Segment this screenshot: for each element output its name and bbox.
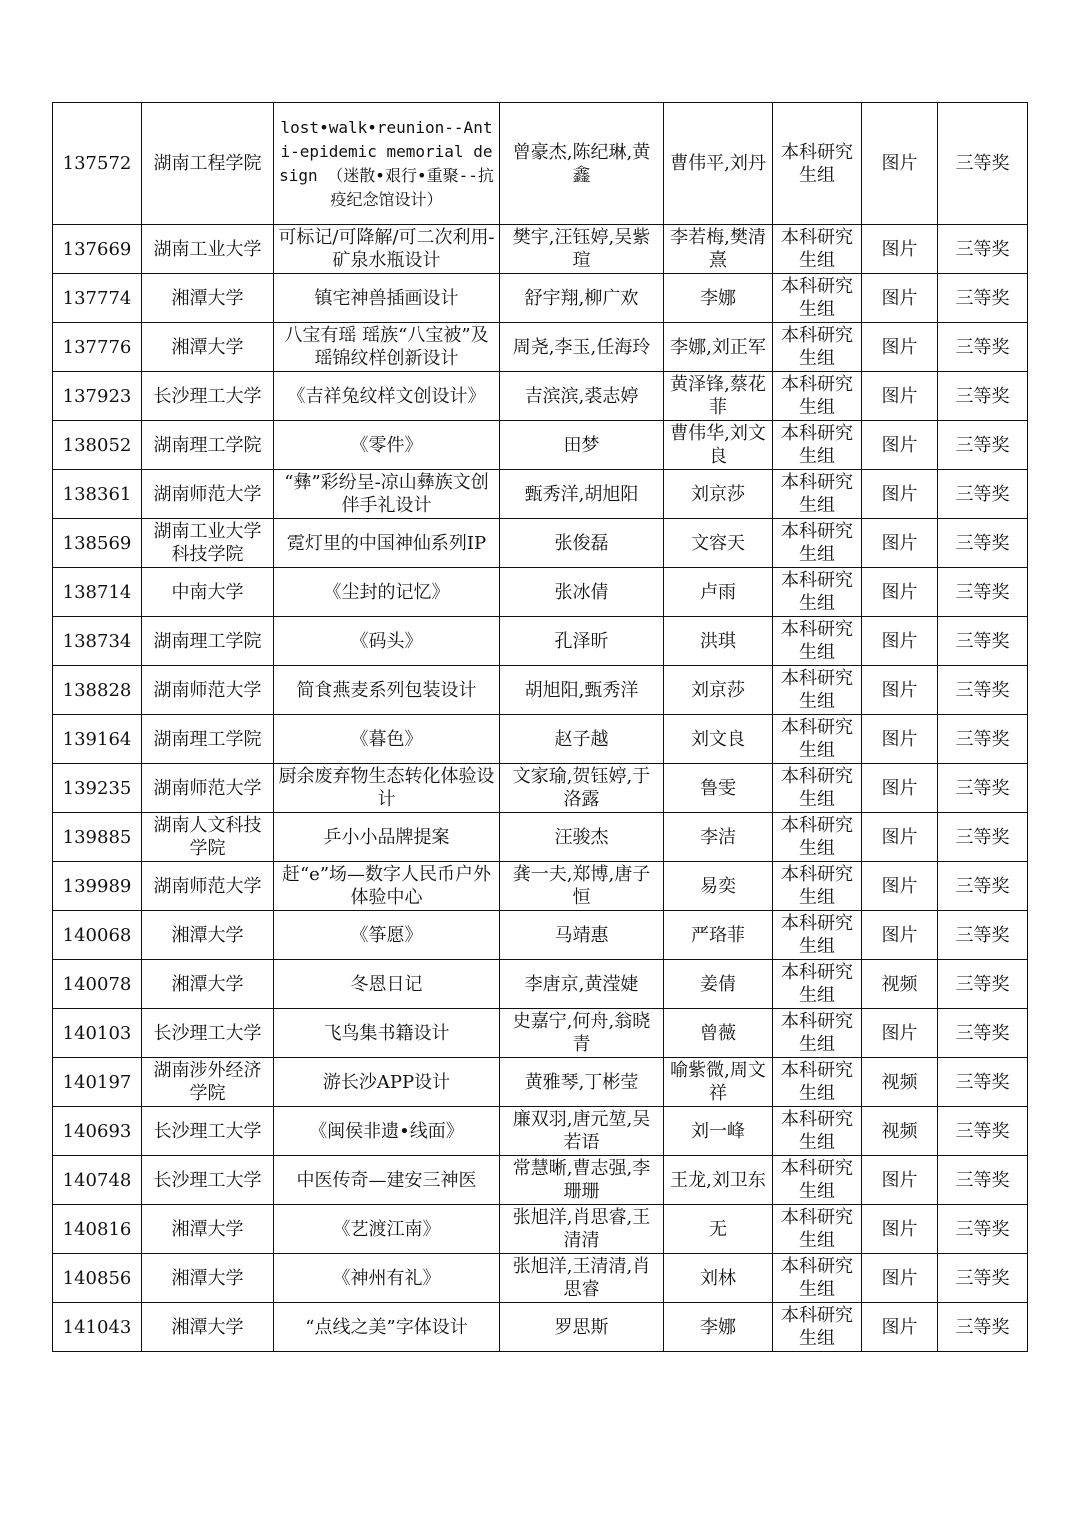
authors-cell: 张旭洋,肖思睿,王清清 xyxy=(500,1205,664,1254)
work-title-cell: 飞鸟集书籍设计 xyxy=(274,1009,500,1058)
entry-id-cell: 137669 xyxy=(53,225,142,274)
work-title-cell: 《尘封的记忆》 xyxy=(274,568,500,617)
entry-id-cell: 138734 xyxy=(53,617,142,666)
entry-id-cell: 140816 xyxy=(53,1205,142,1254)
table-row xyxy=(53,813,1028,862)
entry-id-cell: 137923 xyxy=(53,372,142,421)
award-list-sheet xyxy=(52,102,1027,1352)
advisor-cell: 鲁雯 xyxy=(664,764,773,813)
advisor-cell: 严珞菲 xyxy=(664,911,773,960)
advisor-cell: 文容天 xyxy=(664,519,773,568)
table-row xyxy=(53,1107,1028,1156)
school-cell: 湖南工业大学科技学院 xyxy=(142,519,274,568)
entry-id-cell: 138714 xyxy=(53,568,142,617)
authors-cell: 汪骏杰 xyxy=(500,813,664,862)
award-level-cell: 三等奖 xyxy=(938,519,1028,568)
media-type-cell: 视频 xyxy=(862,1107,938,1156)
table-row xyxy=(53,470,1028,519)
authors-cell: 田梦 xyxy=(500,421,664,470)
media-type-cell: 图片 xyxy=(862,519,938,568)
group-cell: 本科研究生组 xyxy=(773,862,862,911)
award-level-cell: 三等奖 xyxy=(938,764,1028,813)
table-row xyxy=(53,1058,1028,1107)
entry-id-cell: 139989 xyxy=(53,862,142,911)
entry-id-cell: 140693 xyxy=(53,1107,142,1156)
group-cell: 本科研究生组 xyxy=(773,911,862,960)
award-level-cell: 三等奖 xyxy=(938,103,1028,225)
group-cell: 本科研究生组 xyxy=(773,960,862,1009)
school-cell: 湘潭大学 xyxy=(142,1205,274,1254)
authors-cell: 张俊磊 xyxy=(500,519,664,568)
group-cell: 本科研究生组 xyxy=(773,421,862,470)
award-level-cell: 三等奖 xyxy=(938,470,1028,519)
authors-cell: 孔泽昕 xyxy=(500,617,664,666)
group-cell: 本科研究生组 xyxy=(773,470,862,519)
award-level-cell: 三等奖 xyxy=(938,1156,1028,1205)
advisor-cell: 王龙,刘卫东 xyxy=(664,1156,773,1205)
school-cell: 湖南师范大学 xyxy=(142,666,274,715)
award-level-cell: 三等奖 xyxy=(938,1009,1028,1058)
authors-cell: 常慧晰,曹志强,李珊珊 xyxy=(500,1156,664,1205)
award-level-cell: 三等奖 xyxy=(938,666,1028,715)
group-cell: 本科研究生组 xyxy=(773,1254,862,1303)
table-row xyxy=(53,519,1028,568)
authors-cell: 周尧,李玉,任海玲 xyxy=(500,323,664,372)
media-type-cell: 图片 xyxy=(862,764,938,813)
work-title-cell: 乒小小品牌提案 xyxy=(274,813,500,862)
entry-id-cell: 140068 xyxy=(53,911,142,960)
school-cell: 湖南师范大学 xyxy=(142,764,274,813)
media-type-cell: 图片 xyxy=(862,421,938,470)
table-row xyxy=(53,1009,1028,1058)
school-cell: 湘潭大学 xyxy=(142,911,274,960)
school-cell: 湘潭大学 xyxy=(142,274,274,323)
authors-cell: 胡旭阳,甄秀洋 xyxy=(500,666,664,715)
advisor-cell: 曹伟平,刘丹 xyxy=(664,103,773,225)
advisor-cell: 李洁 xyxy=(664,813,773,862)
table-row xyxy=(53,372,1028,421)
advisor-cell: 曹伟华,刘文良 xyxy=(664,421,773,470)
award-level-cell: 三等奖 xyxy=(938,1205,1028,1254)
work-title-cell: 《码头》 xyxy=(274,617,500,666)
media-type-cell: 视频 xyxy=(862,960,938,1009)
table-row xyxy=(53,103,1028,225)
award-level-cell: 三等奖 xyxy=(938,274,1028,323)
work-title-cell: 厨余废弃物生态转化体验设计 xyxy=(274,764,500,813)
school-cell: 中南大学 xyxy=(142,568,274,617)
work-title-cell: lost•walk•reunion--Anti-epidemic memorial design （迷散•艰行•重聚--抗疫纪念馆设计） xyxy=(274,103,500,225)
media-type-cell: 图片 xyxy=(862,813,938,862)
work-title-cell: 八宝有瑶 瑶族“八宝被”及瑶锦纹样创新设计 xyxy=(274,323,500,372)
work-title-cell: 霓灯里的中国神仙系列IP xyxy=(274,519,500,568)
school-cell: 长沙理工大学 xyxy=(142,372,274,421)
group-cell: 本科研究生组 xyxy=(773,1156,862,1205)
advisor-cell: 曾薇 xyxy=(664,1009,773,1058)
school-cell: 湖南师范大学 xyxy=(142,862,274,911)
media-type-cell: 图片 xyxy=(862,715,938,764)
authors-cell: 甄秀洋,胡旭阳 xyxy=(500,470,664,519)
table-row xyxy=(53,323,1028,372)
entry-id-cell: 140197 xyxy=(53,1058,142,1107)
table-row xyxy=(53,911,1028,960)
group-cell: 本科研究生组 xyxy=(773,1205,862,1254)
award-level-cell: 三等奖 xyxy=(938,911,1028,960)
media-type-cell: 图片 xyxy=(862,372,938,421)
work-title-cell: 冬恩日记 xyxy=(274,960,500,1009)
authors-cell: 舒宇翔,柳广欢 xyxy=(500,274,664,323)
group-cell: 本科研究生组 xyxy=(773,617,862,666)
media-type-cell: 图片 xyxy=(862,1303,938,1352)
award-level-cell: 三等奖 xyxy=(938,715,1028,764)
award-level-cell: 三等奖 xyxy=(938,1254,1028,1303)
work-title-cell: 游长沙APP设计 xyxy=(274,1058,500,1107)
school-cell: 湘潭大学 xyxy=(142,1254,274,1303)
media-type-cell: 图片 xyxy=(862,911,938,960)
media-type-cell: 图片 xyxy=(862,617,938,666)
school-cell: 湖南人文科技学院 xyxy=(142,813,274,862)
work-title-cell: 《筝愿》 xyxy=(274,911,500,960)
entry-id-cell: 139885 xyxy=(53,813,142,862)
award-table-body xyxy=(53,103,1028,1352)
media-type-cell: 图片 xyxy=(862,103,938,225)
award-level-cell: 三等奖 xyxy=(938,1107,1028,1156)
work-title-cell: 可标记/可降解/可二次利用-矿泉水瓶设计 xyxy=(274,225,500,274)
award-level-cell: 三等奖 xyxy=(938,960,1028,1009)
group-cell: 本科研究生组 xyxy=(773,764,862,813)
advisor-cell: 易奕 xyxy=(664,862,773,911)
work-title-cell: 《艺渡江南》 xyxy=(274,1205,500,1254)
media-type-cell: 图片 xyxy=(862,470,938,519)
group-cell: 本科研究生组 xyxy=(773,568,862,617)
authors-cell: 张旭洋,王清清,肖思睿 xyxy=(500,1254,664,1303)
entry-id-cell: 137776 xyxy=(53,323,142,372)
school-cell: 湘潭大学 xyxy=(142,960,274,1009)
entry-id-cell: 139235 xyxy=(53,764,142,813)
media-type-cell: 图片 xyxy=(862,1156,938,1205)
group-cell: 本科研究生组 xyxy=(773,666,862,715)
work-title-cell: 镇宅神兽插画设计 xyxy=(274,274,500,323)
table-row xyxy=(53,421,1028,470)
authors-cell: 赵子越 xyxy=(500,715,664,764)
work-title-cell: 《暮色》 xyxy=(274,715,500,764)
table-row xyxy=(53,862,1028,911)
media-type-cell: 图片 xyxy=(862,274,938,323)
award-level-cell: 三等奖 xyxy=(938,372,1028,421)
advisor-cell: 刘一峰 xyxy=(664,1107,773,1156)
entry-id-cell: 138052 xyxy=(53,421,142,470)
authors-cell: 吉滨滨,裘志婷 xyxy=(500,372,664,421)
entry-id-cell: 137572 xyxy=(53,103,142,225)
award-level-cell: 三等奖 xyxy=(938,617,1028,666)
authors-cell: 马靖惠 xyxy=(500,911,664,960)
group-cell: 本科研究生组 xyxy=(773,1058,862,1107)
advisor-cell: 李娜 xyxy=(664,1303,773,1352)
authors-cell: 文家瑜,贺钰婷,于洛露 xyxy=(500,764,664,813)
entry-id-cell: 141043 xyxy=(53,1303,142,1352)
advisor-cell: 李娜,刘正军 xyxy=(664,323,773,372)
group-cell: 本科研究生组 xyxy=(773,519,862,568)
work-title-cell: 《神州有礼》 xyxy=(274,1254,500,1303)
school-cell: 湖南工程学院 xyxy=(142,103,274,225)
entry-id-cell: 140103 xyxy=(53,1009,142,1058)
authors-cell: 张冰倩 xyxy=(500,568,664,617)
authors-cell: 曾豪杰,陈纪琳,黄鑫 xyxy=(500,103,664,225)
advisor-cell: 洪琪 xyxy=(664,617,773,666)
advisor-cell: 卢雨 xyxy=(664,568,773,617)
media-type-cell: 图片 xyxy=(862,1009,938,1058)
entry-id-cell: 140856 xyxy=(53,1254,142,1303)
table-row xyxy=(53,764,1028,813)
table-row xyxy=(53,225,1028,274)
entry-id-cell: 138361 xyxy=(53,470,142,519)
work-title-cell: 《吉祥兔纹样文创设计》 xyxy=(274,372,500,421)
media-type-cell: 图片 xyxy=(862,568,938,617)
group-cell: 本科研究生组 xyxy=(773,715,862,764)
media-type-cell: 图片 xyxy=(862,1205,938,1254)
group-cell: 本科研究生组 xyxy=(773,813,862,862)
group-cell: 本科研究生组 xyxy=(773,274,862,323)
work-title-cell: 赶“e”场—数字人民币户外体验中心 xyxy=(274,862,500,911)
entry-id-cell: 139164 xyxy=(53,715,142,764)
entry-id-cell: 137774 xyxy=(53,274,142,323)
school-cell: 湖南理工学院 xyxy=(142,421,274,470)
work-title-cell: 中医传奇—建安三神医 xyxy=(274,1156,500,1205)
school-cell: 湖南理工学院 xyxy=(142,715,274,764)
media-type-cell: 图片 xyxy=(862,225,938,274)
award-level-cell: 三等奖 xyxy=(938,323,1028,372)
entry-id-cell: 138828 xyxy=(53,666,142,715)
entry-id-cell: 138569 xyxy=(53,519,142,568)
advisor-cell: 喻紫微,周文祥 xyxy=(664,1058,773,1107)
table-row xyxy=(53,715,1028,764)
group-cell: 本科研究生组 xyxy=(773,372,862,421)
group-cell: 本科研究生组 xyxy=(773,1107,862,1156)
award-level-cell: 三等奖 xyxy=(938,568,1028,617)
work-title-cell: “彝”彩纷呈-凉山彝族文创伴手礼设计 xyxy=(274,470,500,519)
table-row xyxy=(53,617,1028,666)
work-title-cell: 《闽侯非遗•线面》 xyxy=(274,1107,500,1156)
school-cell: 湘潭大学 xyxy=(142,323,274,372)
table-row xyxy=(53,666,1028,715)
advisor-cell: 李娜 xyxy=(664,274,773,323)
award-level-cell: 三等奖 xyxy=(938,1303,1028,1352)
group-cell: 本科研究生组 xyxy=(773,323,862,372)
table-row xyxy=(53,274,1028,323)
media-type-cell: 图片 xyxy=(862,323,938,372)
award-level-cell: 三等奖 xyxy=(938,225,1028,274)
media-type-cell: 视频 xyxy=(862,1058,938,1107)
authors-cell: 廉双羽,唐元堃,吴若语 xyxy=(500,1107,664,1156)
advisor-cell: 姜倩 xyxy=(664,960,773,1009)
authors-cell: 罗思斯 xyxy=(500,1303,664,1352)
advisor-cell: 刘京莎 xyxy=(664,666,773,715)
table-row xyxy=(53,1156,1028,1205)
award-level-cell: 三等奖 xyxy=(938,862,1028,911)
table-row xyxy=(53,1254,1028,1303)
media-type-cell: 图片 xyxy=(862,862,938,911)
entry-id-cell: 140078 xyxy=(53,960,142,1009)
school-cell: 湖南工业大学 xyxy=(142,225,274,274)
advisor-cell: 刘文良 xyxy=(664,715,773,764)
award-table xyxy=(52,102,1028,1352)
school-cell: 湖南理工学院 xyxy=(142,617,274,666)
media-type-cell: 图片 xyxy=(862,1254,938,1303)
school-cell: 湖南师范大学 xyxy=(142,470,274,519)
authors-cell: 李唐京,黄滢婕 xyxy=(500,960,664,1009)
school-cell: 湘潭大学 xyxy=(142,1303,274,1352)
advisor-cell: 刘京莎 xyxy=(664,470,773,519)
table-row xyxy=(53,1205,1028,1254)
work-title-cell: “点线之美”字体设计 xyxy=(274,1303,500,1352)
authors-cell: 黄雅琴,丁彬莹 xyxy=(500,1058,664,1107)
school-cell: 长沙理工大学 xyxy=(142,1156,274,1205)
authors-cell: 樊宇,汪钰婷,吴紫瑄 xyxy=(500,225,664,274)
advisor-cell: 无 xyxy=(664,1205,773,1254)
award-level-cell: 三等奖 xyxy=(938,1058,1028,1107)
media-type-cell: 图片 xyxy=(862,666,938,715)
advisor-cell: 李若梅,樊清熹 xyxy=(664,225,773,274)
authors-cell: 史嘉宁,何舟,翁晓青 xyxy=(500,1009,664,1058)
entry-id-cell: 140748 xyxy=(53,1156,142,1205)
group-cell: 本科研究生组 xyxy=(773,225,862,274)
advisor-cell: 黄泽锋,蔡花菲 xyxy=(664,372,773,421)
group-cell: 本科研究生组 xyxy=(773,1303,862,1352)
award-level-cell: 三等奖 xyxy=(938,813,1028,862)
table-row xyxy=(53,1303,1028,1352)
group-cell: 本科研究生组 xyxy=(773,1009,862,1058)
advisor-cell: 刘林 xyxy=(664,1254,773,1303)
work-title-cell: 简食燕麦系列包装设计 xyxy=(274,666,500,715)
authors-cell: 龚一夫,郑博,唐子恒 xyxy=(500,862,664,911)
award-level-cell: 三等奖 xyxy=(938,421,1028,470)
school-cell: 长沙理工大学 xyxy=(142,1009,274,1058)
work-title-cell: 《零件》 xyxy=(274,421,500,470)
table-row xyxy=(53,568,1028,617)
group-cell: 本科研究生组 xyxy=(773,103,862,225)
table-row xyxy=(53,960,1028,1009)
school-cell: 长沙理工大学 xyxy=(142,1107,274,1156)
school-cell: 湖南涉外经济学院 xyxy=(142,1058,274,1107)
